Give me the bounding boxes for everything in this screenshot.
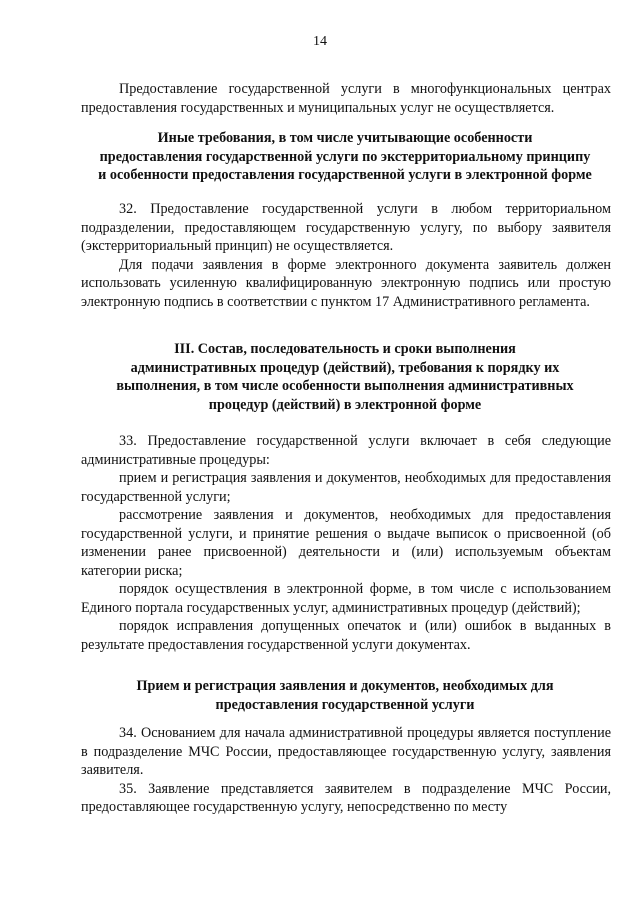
paragraphs-32-block [81,200,611,311]
heading-line: процедур (действий) в электронной форме [208,396,482,413]
section-heading-reception [64,677,626,714]
paragraph-33: 33. Предоставление государственной услуги включает в себя следующие административные процедуры: [81,433,611,468]
heading-line: Иные требования, в том числе учитывающие особенности [157,130,533,146]
procedure-item: прием и регистрация заявления и документов, необходимых для предоставления государственной услуги; [81,470,611,505]
heading-line: III. Состав, последовательность и сроки выполнения [174,341,516,357]
procedure-item: рассмотрение заявления и документов, необходимых для предоставления государственной услуги, и принятие решения о выдаче выписок о присвоенной (об изменении ранее присвоенной) деятельности и (или) используемым объектам категории риска; [81,507,611,579]
paragraph-mfc-block [81,80,611,117]
paragraphs-34-35-block [81,724,611,817]
section-heading-iii [64,340,626,414]
paragraph-32-electronic: Для подачи заявления в форме электронного документа заявитель должен использовать усиленную квалифицированную электронную подпись или простую электронную подпись в соответствии с пунктом 17 Административного регламента. [81,256,611,310]
paragraph-mfc: Предоставление государственной услуги в многофункциональных центрах предоставления государственных и муниципальных услуг не осуществляется. [81,81,611,116]
heading-line: и особенности предоставления государственной услуги в электронной форме [98,167,592,183]
paragraph-34: 34. Основанием для начала административной процедуры является поступление в подразделение МЧС России, предоставляющее государственную услугу, заявления заявителя. [81,725,611,778]
heading-line: предоставления государственной услуги по экстерриториальному принципу [99,148,591,165]
section-heading-other-requirements [64,129,626,185]
procedure-item: порядок осуществления в электронной форме, в том числе с использованием Единого портала государственных услуг, административных процедур (действий); [81,581,611,616]
procedure-item: порядок исправления допущенных опечаток и (или) ошибок в выданных в результате предоставления государственной услуги документах. [81,618,611,653]
paragraphs-33-block [81,432,611,654]
page-number: 14 [313,34,327,49]
heading-line: выполнения, в том числе особенности выполнения административных [116,378,574,394]
paragraph-32: 32. Предоставление государственной услуги в любом территориальном подразделении, предоставляющем государственную услугу, по выбору заявителя (экстерриториальный принцип) не осуществляется. [81,201,611,254]
heading-line: предоставления государственной услуги [215,696,475,713]
heading-line: Прием и регистрация заявления и документов, необходимых для [136,678,554,694]
heading-line: административных процедур (действий), требования к порядку их [130,359,560,376]
paragraph-35: 35. Заявление представляется заявителем в подразделение МЧС России, предоставляющее государственную услугу, непосредственно по месту [81,780,611,815]
